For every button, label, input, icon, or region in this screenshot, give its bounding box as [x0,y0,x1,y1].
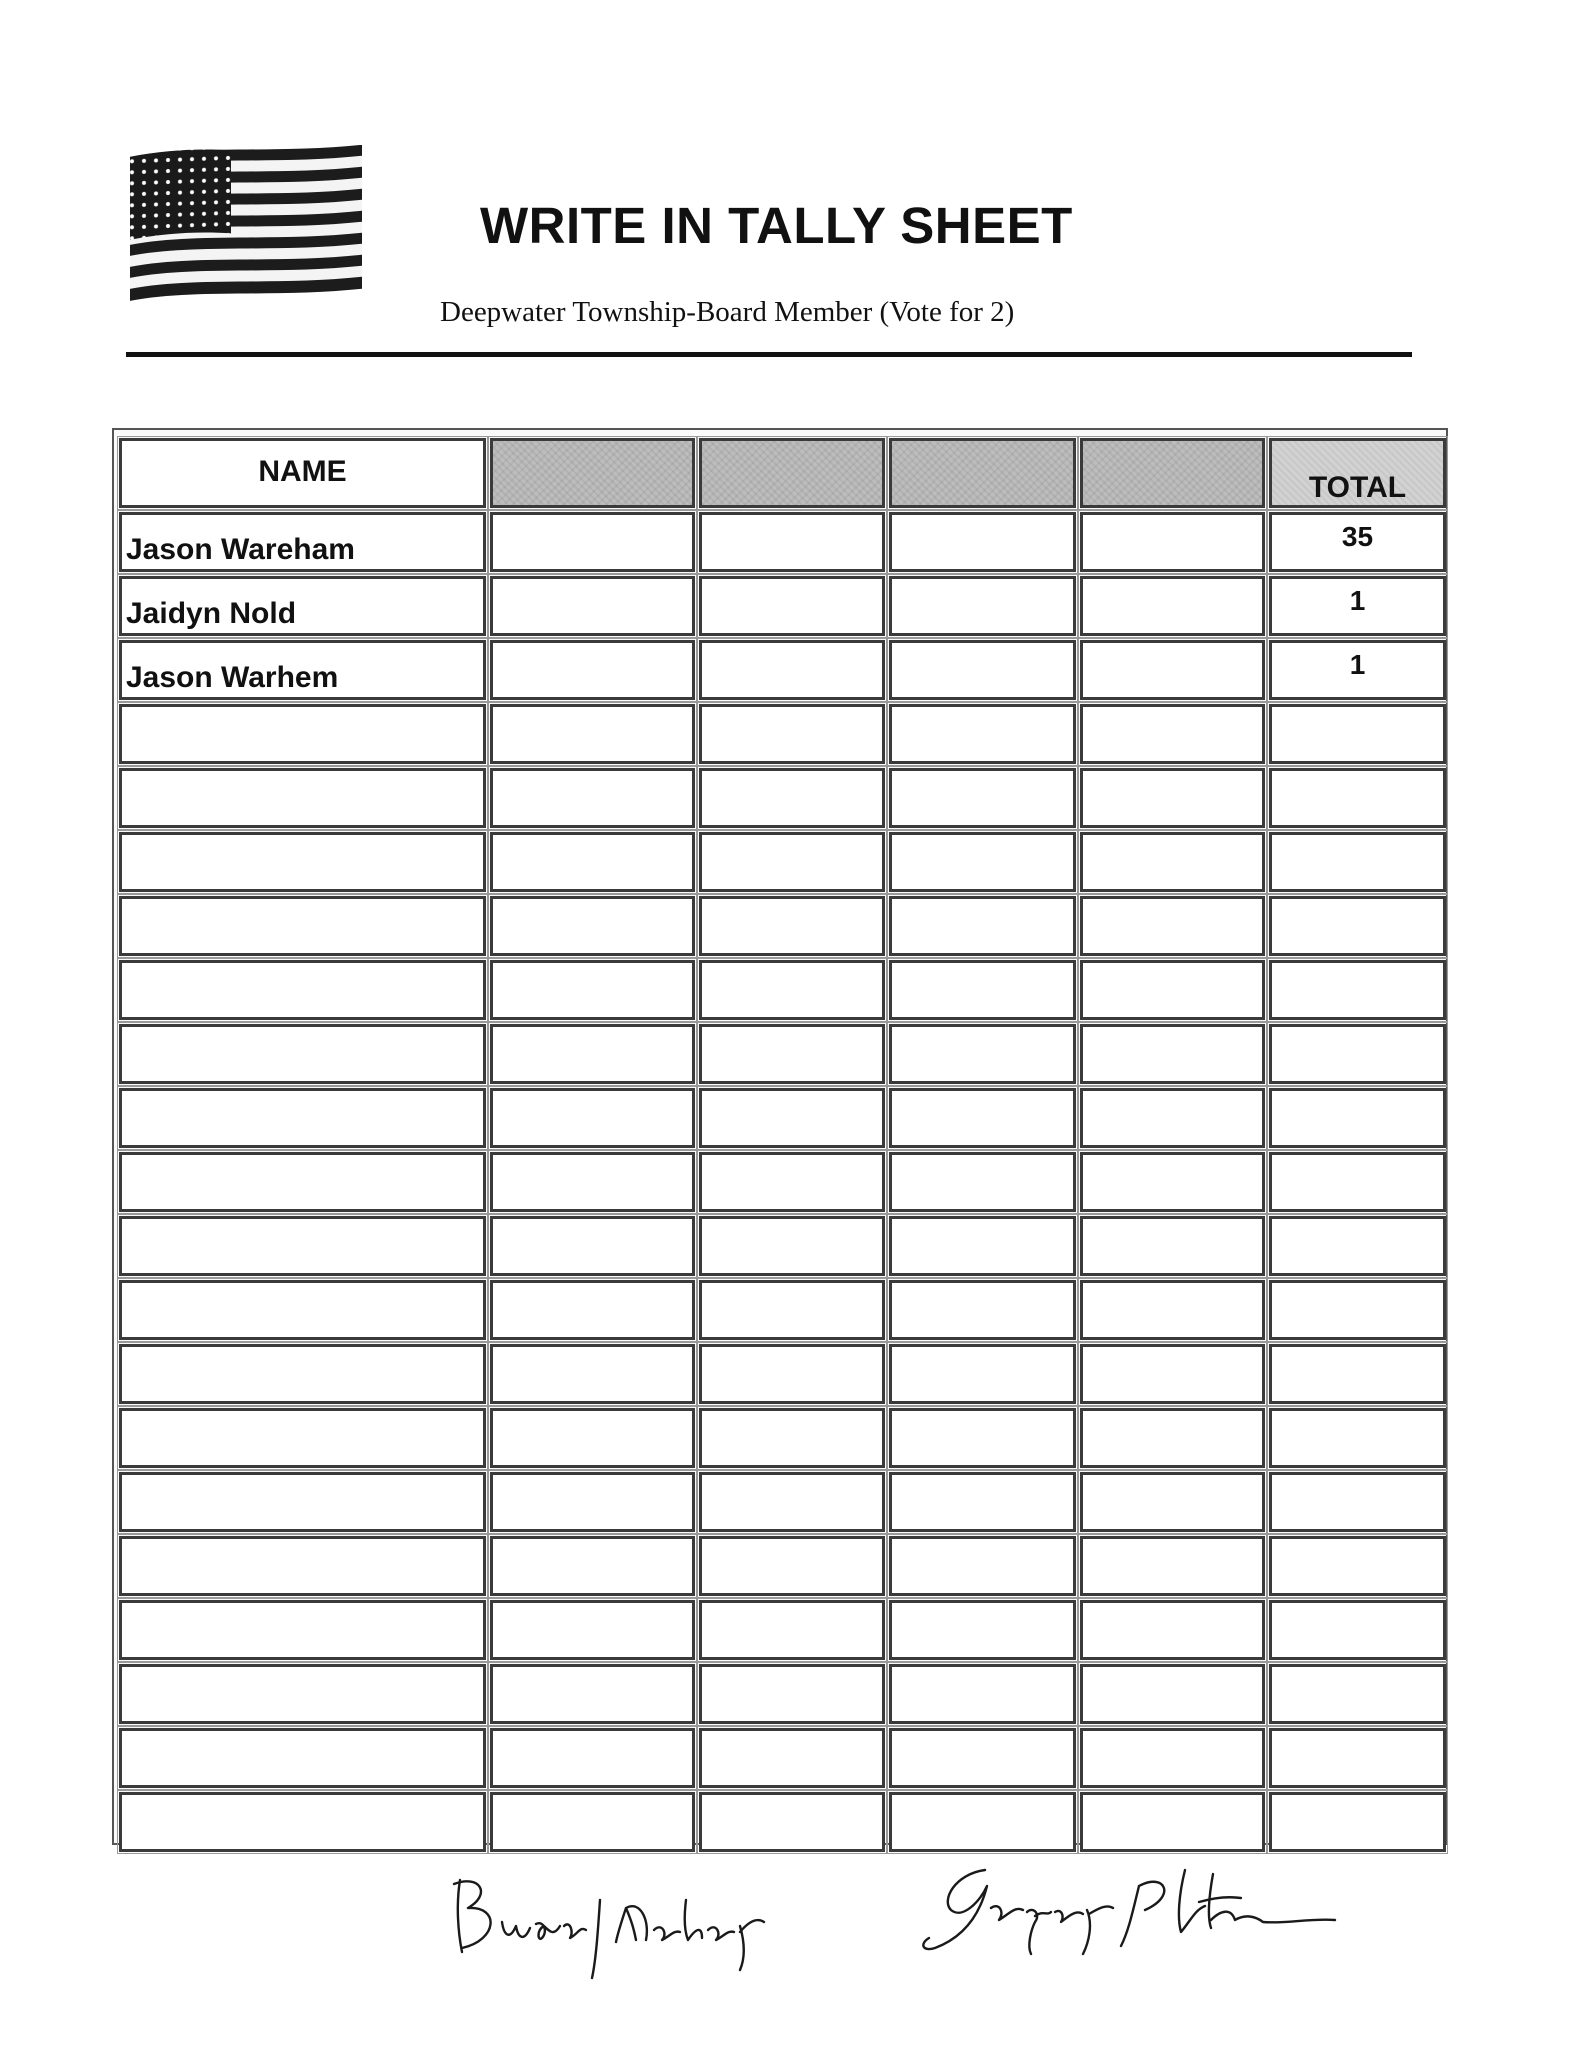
total-cell [1269,1408,1446,1468]
tally-cell [889,1408,1076,1468]
total-cell [1269,640,1446,700]
header-divider [126,352,1412,357]
tally-cell [889,1792,1076,1852]
total-cell [1269,896,1446,956]
name-cell [119,1536,486,1596]
tally-cell [490,1344,695,1404]
tally-cell [490,640,695,700]
tally-cell [1080,1600,1265,1660]
tally-cell [1080,1536,1265,1596]
tally-cell [1080,1344,1265,1404]
candidate-total: 1 [1349,649,1366,680]
tally-cell [1080,1088,1265,1148]
candidate-total: 1 [1349,585,1366,616]
tally-cell [1080,1152,1265,1212]
total-cell [1269,1024,1446,1084]
tally-cell [490,512,695,572]
header-total-label: TOTAL [1308,471,1407,504]
total-cell [1269,576,1446,636]
header-name [119,438,486,508]
tally-cell [699,704,885,764]
total-cell [1269,960,1446,1020]
tally-cell [490,768,695,828]
name-cell [119,1600,486,1660]
total-cell [1269,1280,1446,1340]
tally-cell [889,576,1076,636]
tally-cell [1080,768,1265,828]
tally-cell [699,640,885,700]
tally-cell [490,896,695,956]
name-cell [119,1728,486,1788]
tally-cell [1080,1216,1265,1276]
tally-cell [699,896,885,956]
total-cell [1269,768,1446,828]
tally-cell [699,576,885,636]
page-subtitle: Deepwater Township-Board Member (Vote for 2) [440,296,1015,328]
header-total [1269,438,1446,508]
name-cell [119,1280,486,1340]
tally-cell [889,1152,1076,1212]
name-cell [119,640,486,700]
tally-cell [699,960,885,1020]
us-flag-icon [126,145,366,310]
total-cell [1269,1216,1446,1276]
tally-cell [889,1344,1076,1404]
page-title: WRITE IN TALLY SHEET [480,197,1073,254]
total-cell [1269,832,1446,892]
name-cell [119,960,486,1020]
total-cell [1269,704,1446,764]
tally-cell [490,1728,695,1788]
candidate-name: Jason Wareham [126,533,355,566]
tally-cell [1080,832,1265,892]
tally-cell [490,1408,695,1468]
tally-cell [889,1024,1076,1084]
name-cell [119,576,486,636]
total-cell [1269,1088,1446,1148]
tally-cell [1080,640,1265,700]
tally-cell [1080,576,1265,636]
tally-cell [699,1728,885,1788]
name-cell [119,1408,486,1468]
tally-cell [889,1536,1076,1596]
tally-cell [699,1216,885,1276]
name-cell [119,1472,486,1532]
name-cell [119,704,486,764]
tally-cell [699,1408,885,1468]
name-cell [119,1792,486,1852]
total-cell [1269,1472,1446,1532]
signature-1 [440,1860,770,1980]
header-tally-3 [889,438,1076,508]
tally-cell [699,512,885,572]
tally-cell [490,960,695,1020]
total-cell [1269,1600,1446,1660]
tally-cell [889,1088,1076,1148]
tally-cell [889,960,1076,1020]
tally-cell [490,1216,695,1276]
tally-cell [889,704,1076,764]
tally-cell [490,1088,695,1148]
tally-cell [889,832,1076,892]
signature-2 [915,1850,1355,1960]
tally-cell [490,1664,695,1724]
name-cell [119,896,486,956]
total-cell [1269,512,1446,572]
tally-cell [1080,1792,1265,1852]
name-cell [119,1024,486,1084]
tally-cell [490,1152,695,1212]
tally-cell [889,1600,1076,1660]
tally-cell [889,1472,1076,1532]
tally-cell [1080,1024,1265,1084]
tally-cell [1080,1280,1265,1340]
total-cell [1269,1344,1446,1404]
tally-cell [490,1792,695,1852]
tally-cell [699,1536,885,1596]
header-name-label: NAME [258,455,347,488]
header-tally-4 [1080,438,1265,508]
tally-cell [490,1536,695,1596]
tally-cell [699,1088,885,1148]
name-cell [119,1152,486,1212]
tally-cell [1080,1664,1265,1724]
name-cell [119,832,486,892]
tally-cell [889,1664,1076,1724]
name-cell [119,1664,486,1724]
tally-cell [699,1152,885,1212]
tally-cell [1080,1472,1265,1532]
tally-cell [490,832,695,892]
total-cell [1269,1152,1446,1212]
tally-cell [889,1728,1076,1788]
tally-cell [490,1024,695,1084]
total-cell [1269,1728,1446,1788]
candidate-name: Jason Warhem [126,661,339,694]
tally-cell [1080,1728,1265,1788]
candidate-name: Jaidyn Nold [126,597,297,630]
header-tally-2 [699,438,885,508]
tally-cell [889,896,1076,956]
tally-cell [490,1600,695,1660]
name-cell [119,1344,486,1404]
tally-cell [1080,1408,1265,1468]
tally-cell [699,1664,885,1724]
tally-cell [490,1280,695,1340]
tally-cell [889,640,1076,700]
tally-table [112,428,1448,1845]
total-cell [1269,1664,1446,1724]
tally-cell [889,1280,1076,1340]
name-cell [119,768,486,828]
candidate-total: 35 [1341,521,1374,552]
tally-cell [699,1280,885,1340]
tally-cell [889,768,1076,828]
name-cell [119,1088,486,1148]
tally-cell [1080,512,1265,572]
tally-cell [490,704,695,764]
tally-cell [699,1472,885,1532]
header-tally-1 [490,438,695,508]
tally-cell [699,1024,885,1084]
tally-cell [1080,896,1265,956]
tally-cell [699,1792,885,1852]
tally-cell [699,1344,885,1404]
tally-cell [699,832,885,892]
tally-cell [1080,704,1265,764]
total-cell [1269,1536,1446,1596]
name-cell [119,512,486,572]
tally-cell [699,768,885,828]
tally-cell [490,1472,695,1532]
tally-cell [699,1600,885,1660]
tally-cell [490,576,695,636]
tally-cell [889,1216,1076,1276]
total-cell [1269,1792,1446,1852]
tally-cell [1080,960,1265,1020]
name-cell [119,1216,486,1276]
tally-cell [889,512,1076,572]
